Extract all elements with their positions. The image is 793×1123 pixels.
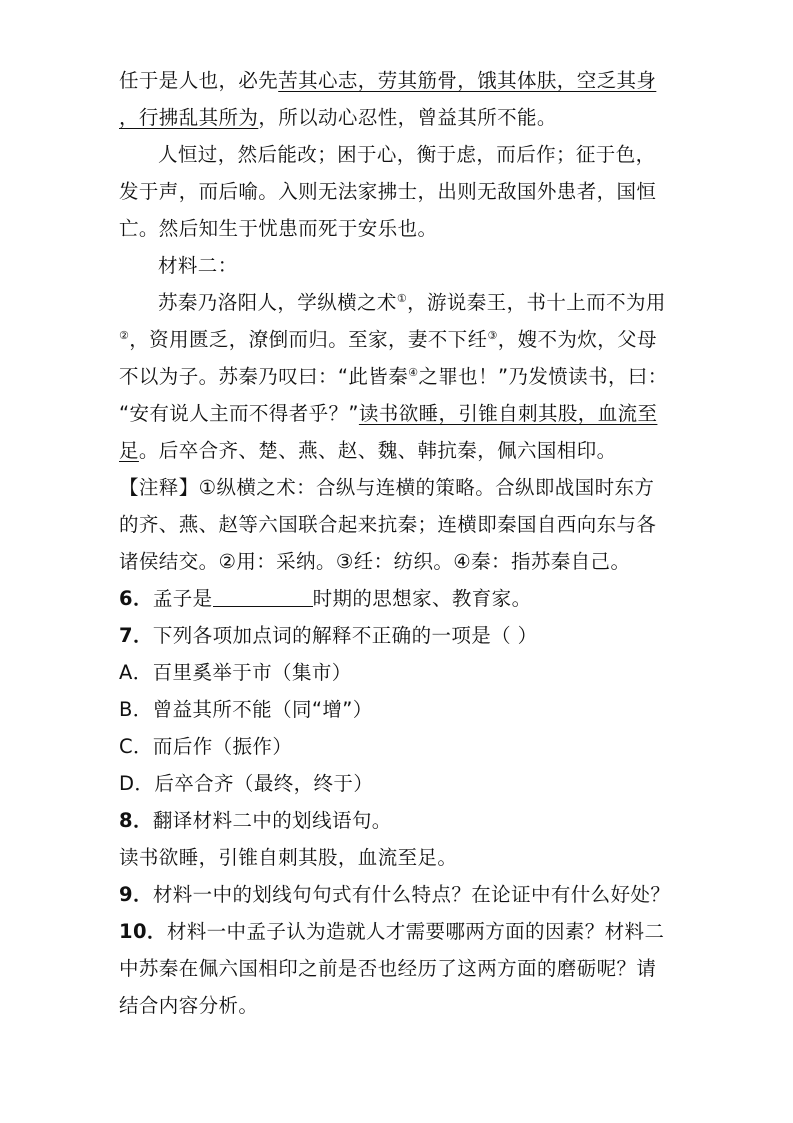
- question-number: 8．: [119, 809, 153, 832]
- question-10: [119, 920, 664, 944]
- notes-line-2: 的齐、燕、赵等六国联合起来抗秦；连横即秦国自西向东与各: [119, 513, 657, 536]
- text-segment: 。后卒合齐、楚、燕、赵、魏、韩抗秦，佩六国相印。: [138, 439, 617, 462]
- question-number: 7．: [119, 624, 153, 647]
- text-segment: 下列各项加点词的解释不正确的一项是（ ）: [152, 624, 538, 647]
- passage1-line-3: 人恒过，然后能改；困于心，衡于虑，而后作；征于色，: [158, 143, 656, 166]
- option-d: D．后卒合齐（最终，终于）: [119, 772, 374, 795]
- material2-line-3: [119, 365, 668, 389]
- underlined-sentence: 读书欲睡，引锥自刺其股，血流至: [358, 402, 658, 425]
- text-segment: 材料一中的划线句句式有什么特点？在论证中有什么好处？: [152, 883, 671, 906]
- notes-label: 【注释】: [119, 476, 199, 499]
- question-7: [119, 624, 538, 648]
- question-number: 6．: [119, 587, 153, 610]
- text-segment: ①纵横之术：合纵与连横的策略。合纵即战国时东方: [198, 476, 655, 499]
- text-segment: 苏秦乃洛阳人，学纵横之术: [158, 291, 397, 314]
- text-segment: “安有说人主而不得者乎？”: [119, 402, 359, 425]
- text-segment: 任于是人也，必先: [119, 69, 279, 92]
- option-a: A．百里奚举于市（集市）: [119, 661, 352, 684]
- text-segment: 时期的思想家、教育家。: [312, 587, 532, 610]
- text-segment: 不以为子。苏秦乃叹曰：“此皆秦: [119, 365, 409, 388]
- text-segment: 材料一中孟子认为造就人才需要哪两方面的因素？材料二: [166, 920, 665, 943]
- answer-blank[interactable]: [213, 588, 313, 607]
- notes-line-3: 诸侯结交。②用：采纳。③纴：纺织。④秦：指苏秦自己。: [119, 550, 631, 573]
- question-number: 9．: [119, 883, 153, 906]
- footnote-marker: ③: [487, 329, 498, 342]
- question-8-sentence: 读书欲睡，引锥自刺其股，血流至足。: [119, 846, 458, 869]
- option-c: C．而后作（振作）: [119, 735, 293, 758]
- passage1-line-1: [119, 69, 656, 93]
- underlined-sentence: 足: [119, 439, 139, 462]
- question-10-line-3: 结合内容分析。: [119, 994, 259, 1017]
- passage1-line-4: 发于声，而后喻。入则无法家拂士，出则无敌国外患者，国恒: [119, 180, 657, 203]
- text-segment: 翻译材料二中的划线语句。: [152, 809, 392, 832]
- material2-line-1: [158, 291, 666, 315]
- text-segment: 之罪也！”乃发愤读书，曰：: [418, 365, 668, 388]
- question-8: [119, 809, 392, 833]
- question-9: [119, 883, 670, 907]
- question-6: [119, 587, 531, 611]
- question-number: 10．: [119, 920, 167, 943]
- material2-line-2: [119, 328, 657, 352]
- footnote-marker: ④: [408, 366, 419, 379]
- text-segment: 孟子是: [152, 587, 213, 610]
- material2-heading: 材料二：: [158, 254, 238, 277]
- text-segment: ，游说秦王，书十上而不为用: [407, 291, 666, 314]
- text-segment: ，所以动心忍性，曾益其所不能。: [258, 106, 557, 129]
- underlined-sentence: 苦其心志，劳其筋骨，饿其体肤，空乏其身: [278, 69, 657, 92]
- text-segment: ，资用匮乏，潦倒而归。至家，妻不下纴: [129, 328, 488, 351]
- passage1-line-2: [119, 106, 557, 130]
- option-b: B．曾益其所不能（同“增”）: [119, 698, 373, 721]
- underlined-sentence: ，行拂乱其所为: [119, 106, 259, 129]
- material2-line-5: [119, 439, 617, 463]
- material2-line-4: [119, 402, 657, 426]
- notes-line-1: [119, 476, 654, 500]
- footnote-marker: ①: [396, 292, 408, 305]
- text-segment: ，嫂不为炊，父母: [497, 328, 657, 351]
- question-10-line-2: 中苏秦在佩六国相印之前是否也经历了这两方面的磨砺呢？请: [119, 957, 657, 980]
- footnote-marker: ②: [119, 329, 130, 342]
- passage1-line-5: 亡。然后知生于忧患而死于安乐也。: [119, 217, 438, 240]
